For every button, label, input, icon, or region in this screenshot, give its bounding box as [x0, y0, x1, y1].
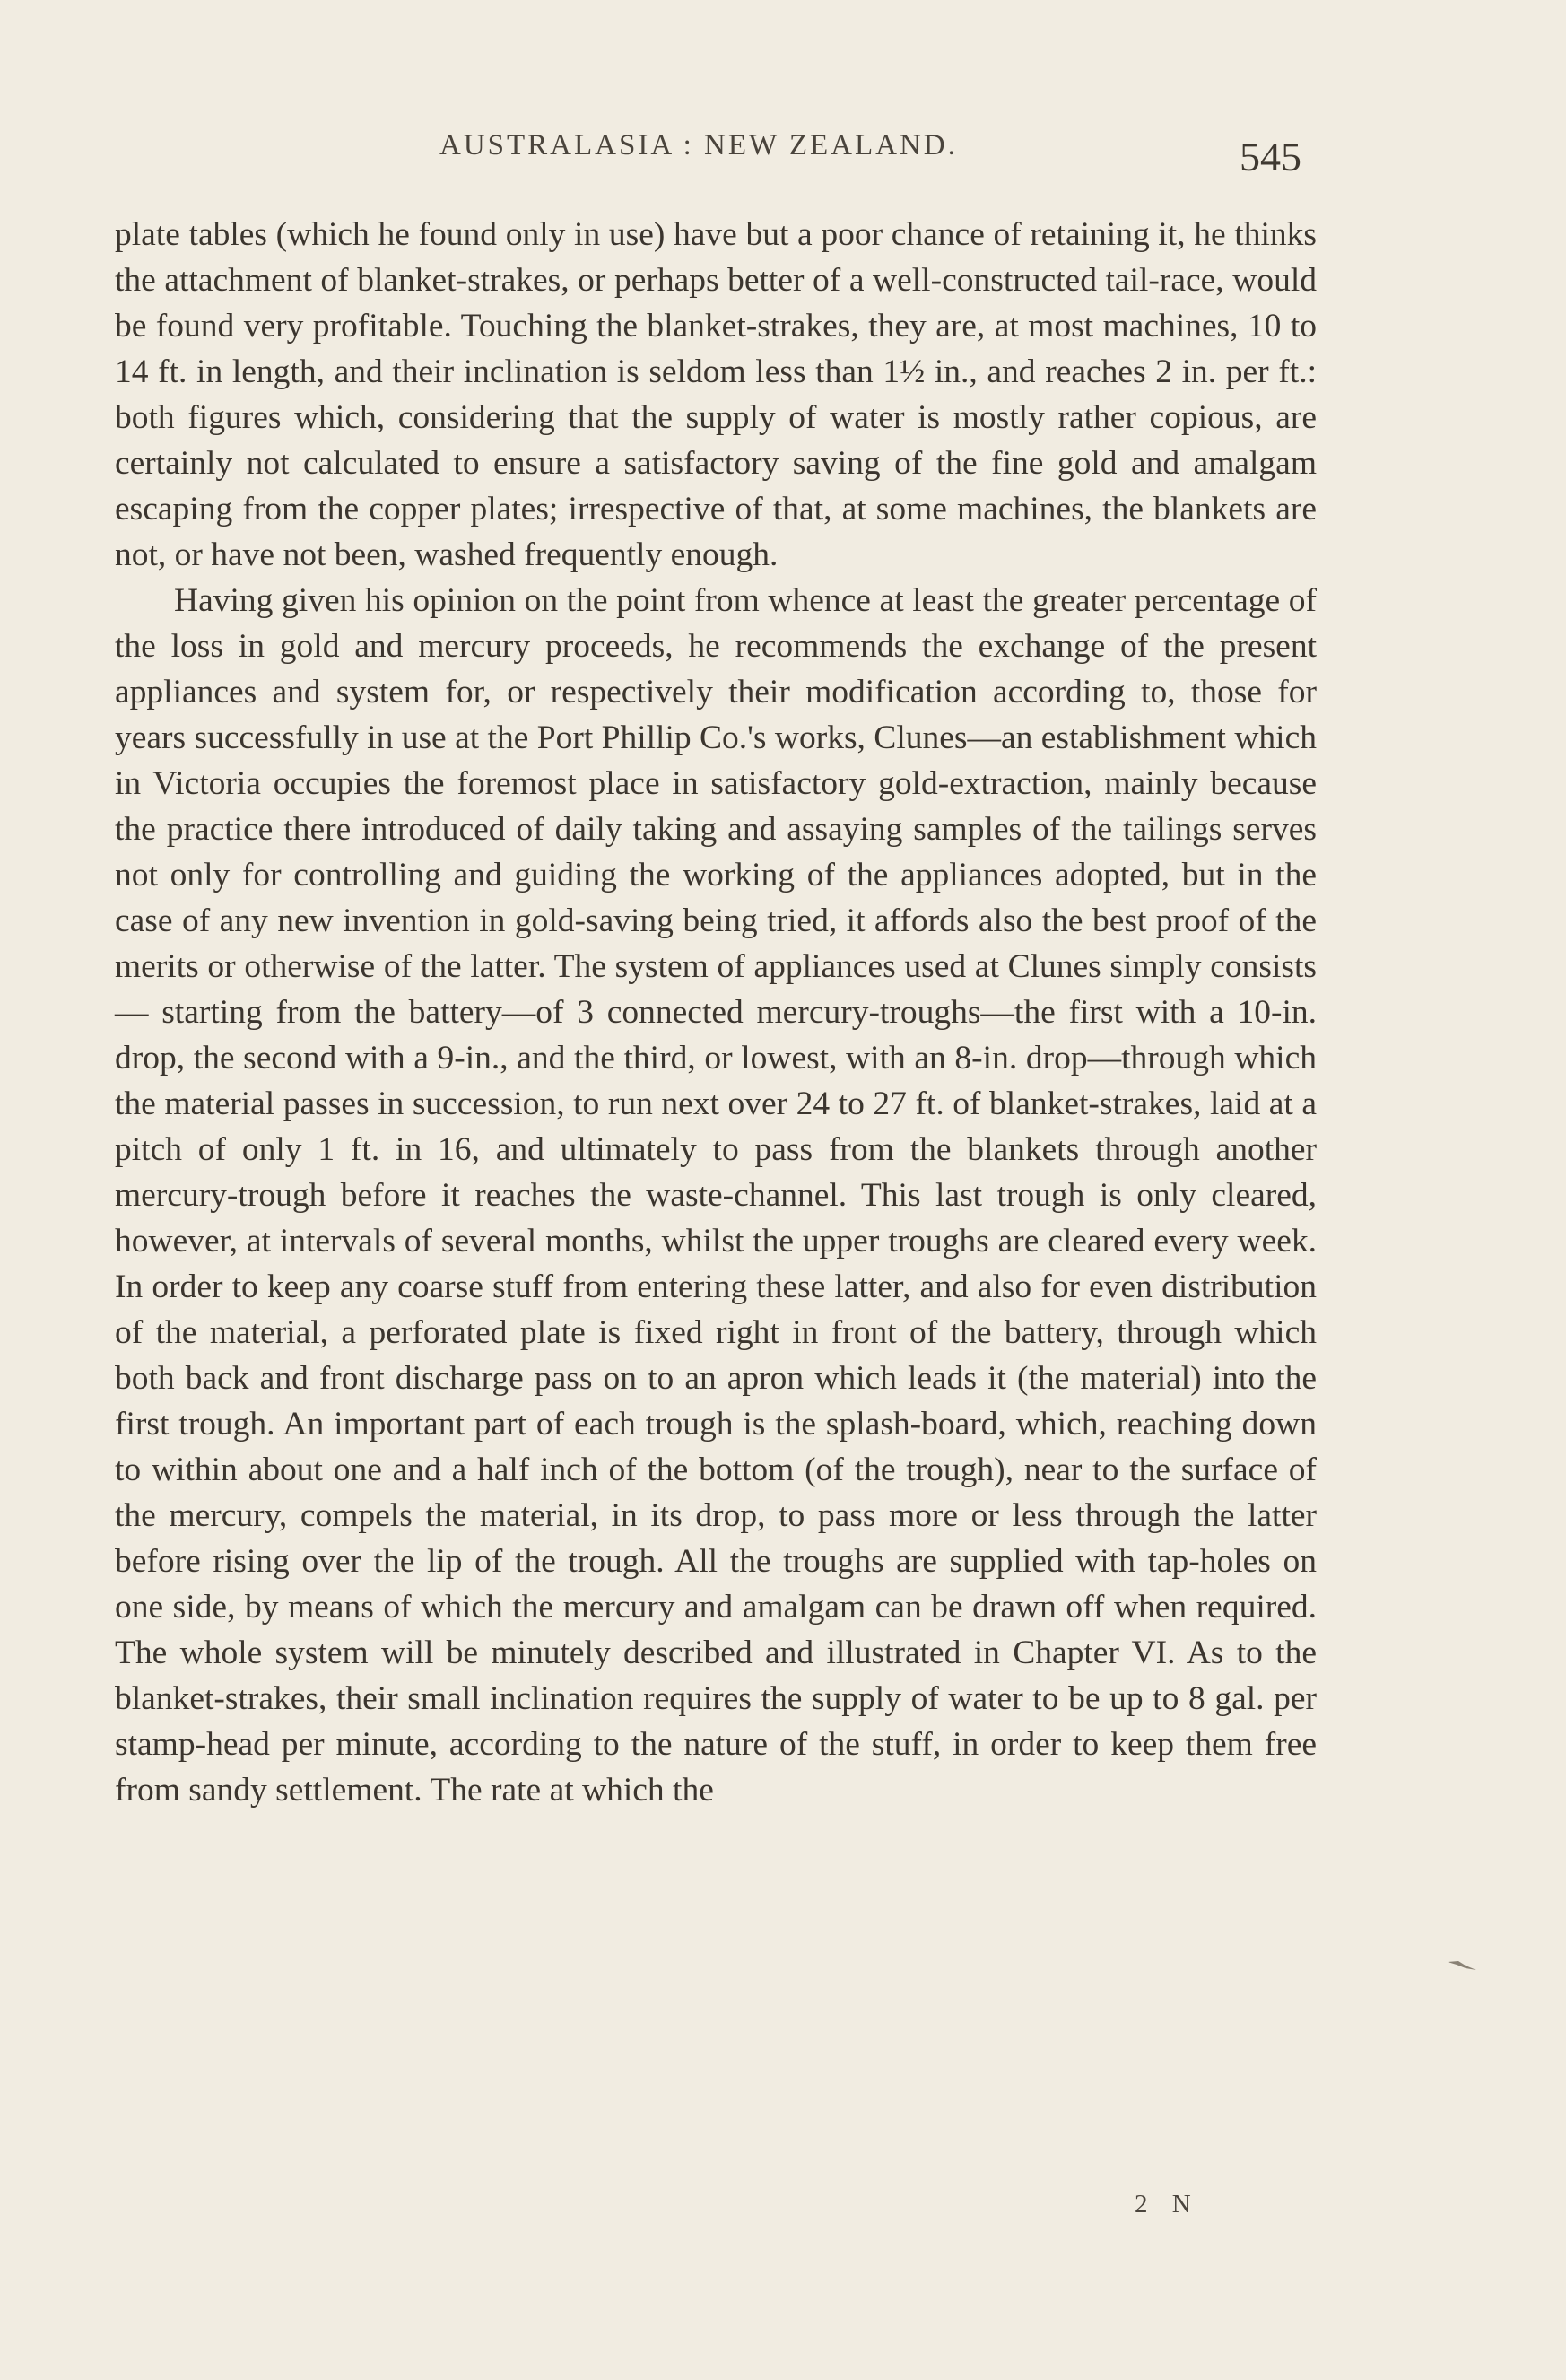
page-number: 545	[1240, 134, 1301, 179]
body-text	[115, 212, 1317, 1813]
stray-ink-mark	[1446, 1957, 1478, 1974]
paragraph-clunes-system: Having given his opinion on the point from whence at least the greater percentage of the loss in gold and mercury proceeds, he recommends the exchange of the present appliances and system for, or respectively their modification according to, those for years successfully in use at the Port Phillip Co.'s works, Clunes—an establishment which in Victoria occupies the foremost place in satisfactory gold-extraction, mainly because the practice there introduced of daily taking and assaying samples of the tailings serves not only for controlling and guiding the working of the appliances adopted, but in the case of any new invention in gold-saving being tried, it affords also the best proof of the merits or otherwise of the latter. The system of appliances used at Clunes simply consists — starting from the battery—of 3 connected mercury-troughs—the first with a 10-in. drop, the second with a 9-in., and the third, or lowest, with an 8-in. drop—through which the material passes in succession, to run next over 24 to 27 ft. of blanket-strakes, laid at a pitch of only 1 ft. in 16, and ultimately to pass from the blankets through another mercury-trough before it reaches the waste-channel. This last trough is only cleared, however, at intervals of several months, whilst the upper troughs are cleared every week. In order to keep any coarse stuff from entering these latter, and also for even distribution of the material, a perforated plate is fixed right in front of the battery, through which both back and front discharge pass on to an apron which leads it (the material) into the first trough. An important part of each trough is the splash-board, which, reaching down to within about one and a half inch of the bottom (of the trough), near to the surface of the mercury, compels the material, in its drop, to pass more or less through the latter before rising over the lip of the trough. All the troughs are supplied with tap-holes on one side, by means of which the mercury and amalgam can be drawn off when required. The whole system will be minutely described and illustrated in Chapter VI. As to the blanket-strakes, their small inclination requires the supply of water to be up to 8 gal. per stamp-head per minute, according to the nature of the stuff, in order to keep them free from sandy settlement. The rate at which the	[115, 582, 1317, 1809]
paragraph-continuation: plate tables (which he found only in use) have but a poor chance of retaining it, he thinks the attachment of blanket-strakes, or perhaps better of a well-constructed tail-race, would be found very profitable. Touching the blanket-strakes, they are, at most machines, 10 to 14 ft. in length, and their inclination is seldom less than 1½ in., and reaches 2 in. per ft.: both figures which, considering that the supply of water is mostly rather copious, are certainly not calculated to ensure a satisfactory saving of the fine gold and amalgam escaping from the copper plates; irrespective of that, at some machines, the blankets are not, or have not been, washed frequently enough.	[115, 216, 1317, 573]
running-head: AUSTRALASIA : NEW ZEALAND.	[439, 129, 958, 161]
signature-mark: 2 N	[1135, 2190, 1200, 2219]
